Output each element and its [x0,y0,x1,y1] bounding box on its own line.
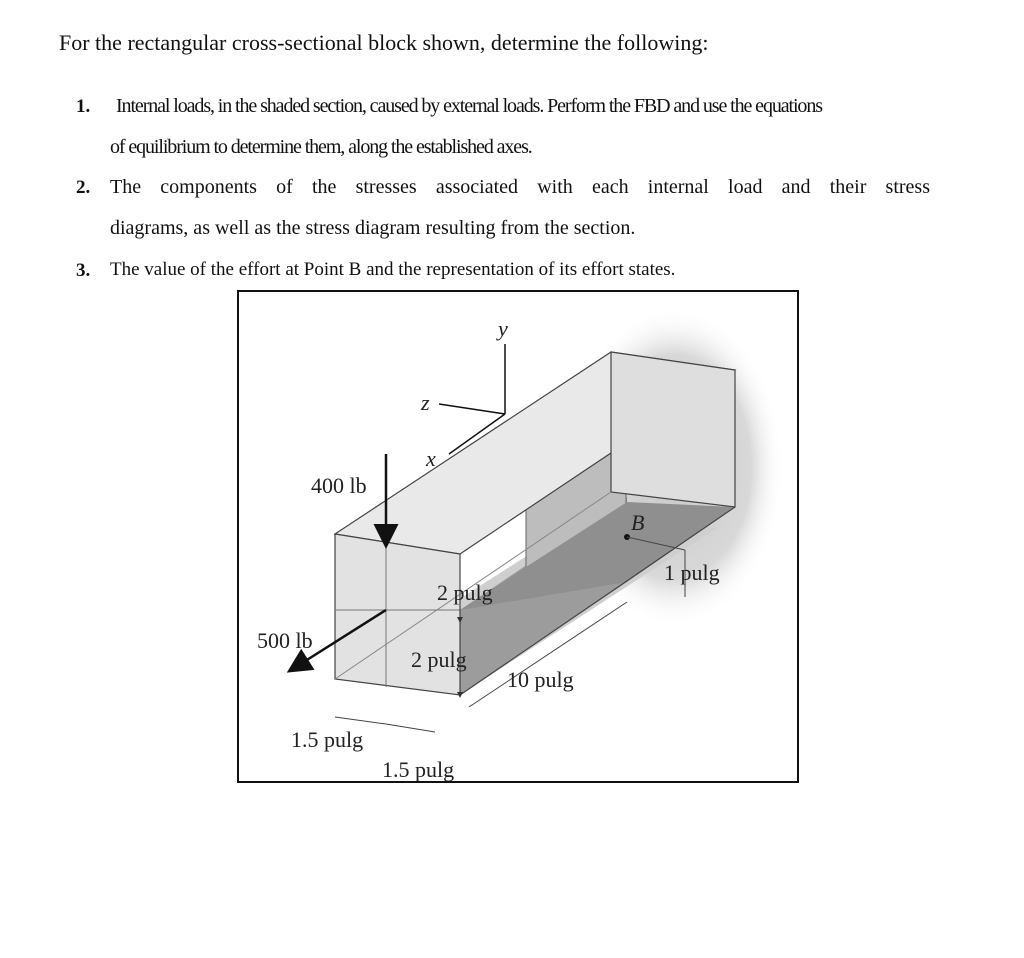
question-2-line-1: The components of the stresses associated with each internal load and their stress [110,176,930,198]
axis-z-line [439,404,505,414]
load-500-label: 500 lb [257,628,313,653]
dim-width-right-label: 1.5 pulg [382,757,455,781]
dim-b-offset-label: 1 pulg [664,560,720,585]
point-b-label: B [631,510,645,535]
dim-1-5-left-line [335,717,386,724]
dim-height-lower-label: 2 pulg [411,647,467,672]
question-1-line-1: Internal loads, in the shaded section, caused by external loads. Perform the FBD and use the equations [116,95,822,117]
block-figure [237,290,799,783]
question-2-number: 2. [76,177,91,198]
axis-z-label: z [421,390,430,415]
block-end-face [611,352,735,507]
axis-x-label: x [426,446,436,471]
question-2-line-2: diagrams, as well as the stress diagram resulting from the section. [110,217,636,239]
question-3-number: 3. [76,260,91,281]
dim-length-label: 10 pulg [507,667,574,692]
question-1-line-2: of equilibrium to determine them, along the established axes. [110,136,532,158]
question-3-line-1: The value of the effort at Point B and the representation of its effort states. [110,259,676,280]
block-diagram [239,292,797,781]
dim-1-5-right-line [386,724,435,732]
problem-intro: For the rectangular cross-sectional block shown, determine the following: [59,30,709,55]
dim-width-left-label: 1.5 pulg [291,727,364,752]
load-400-label: 400 lb [311,473,367,498]
question-1-number: 1. [76,96,91,117]
axis-y-label: y [498,316,508,341]
dim-height-upper-label: 2 pulg [437,580,493,605]
